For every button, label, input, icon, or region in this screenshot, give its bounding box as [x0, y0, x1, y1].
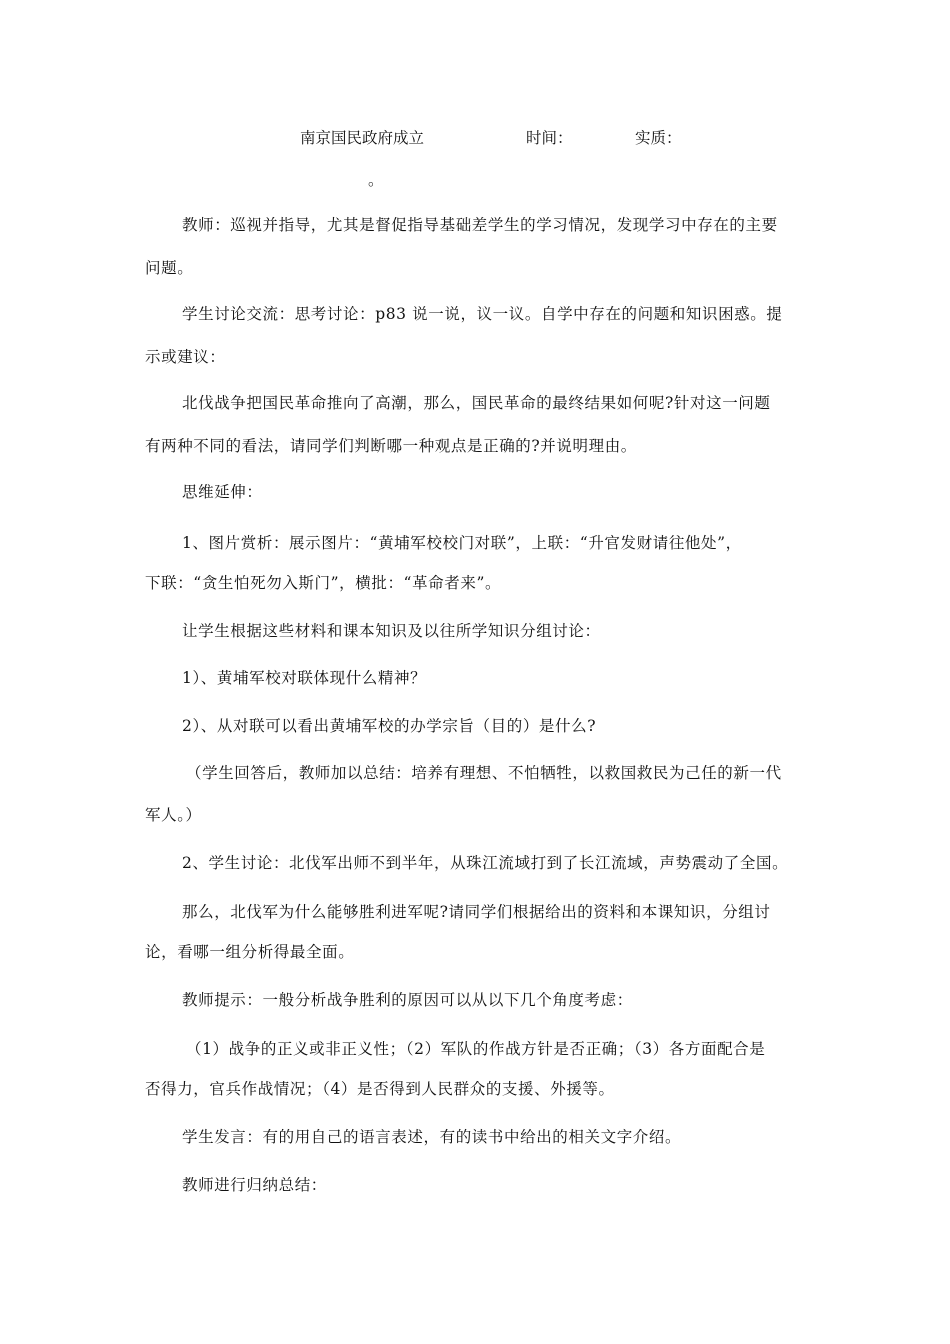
paragraph-line: 军人。）	[145, 806, 202, 824]
paragraph-line: 2）、从对联可以看出黄埔军校的办学宗旨（目的）是什么?	[182, 717, 597, 735]
paragraph-line: 2、学生讨论：北伐军出师不到半年，从珠江流域打到了长江流域，声势震动了全国。	[182, 854, 789, 872]
paragraph-line: 教师提示：一般分析战争胜利的原因可以从以下几个角度考虑：	[182, 991, 633, 1009]
paragraph-line: （1）战争的正义或非正义性；（2）军队的作战方针是否正确；（3）各方面配合是	[186, 1040, 766, 1058]
paragraph-line: 否得力，官兵作战情况；（4）是否得到人民群众的支援、外援等。	[145, 1080, 615, 1098]
paragraph-line: 下联：“贪生怕死勿入斯门”，横批：“革命者来”。	[145, 574, 502, 592]
paragraph-line: 那么，北伐军为什么能够胜利进军呢?请同学们根据给出的资料和本课知识，分组讨	[182, 903, 771, 921]
essence-label: 实质：	[635, 129, 682, 147]
paragraph-line: 1）、黄埔军校对联体现什么精神？	[182, 669, 427, 687]
paragraph-line: 论，看哪一组分析得最全面。	[145, 943, 355, 961]
paragraph-line: 让学生根据这些材料和课本知识及以往所学知识分组讨论：	[182, 622, 601, 640]
paragraph-line: 1、图片赏析：展示图片：“黄埔军校校门对联”，上联：“升官发财请往他处”，	[182, 534, 742, 552]
paragraph-line: 示或建议：	[145, 348, 226, 366]
paragraph-line: 学生讨论交流：思考讨论：p83 说一说，议一议。自学中存在的问题和知识困惑。提	[182, 305, 783, 323]
paragraph-line: （学生回答后，教师加以总结：培养有理想、不怕牺牲，以救国救民为己任的新一代	[186, 764, 782, 782]
trailing-dot: 。	[368, 171, 384, 189]
paragraph-line: 教师进行归纳总结：	[182, 1176, 327, 1194]
paragraph-line: 北伐战争把国民革命推向了高潮，那么，国民革命的最终结果如何呢?针对这一问题	[182, 394, 771, 412]
paragraph-line: 问题。	[145, 259, 194, 277]
paragraph-line: 思维延伸：	[182, 483, 263, 501]
paragraph-line: 教师：巡视并指导，尤其是督促指导基础差学生的学习情况，发现学习中存在的主要	[182, 216, 778, 234]
time-label: 时间：	[526, 129, 573, 147]
paragraph-line: 有两种不同的看法，请同学们判断哪一种观点是正确的?并说明理由。	[145, 437, 637, 455]
paragraph-line: 学生发言：有的用自己的语言表述，有的读书中给出的相关文字介绍。	[182, 1128, 682, 1146]
section-title: 南京国民政府成立	[300, 129, 425, 147]
